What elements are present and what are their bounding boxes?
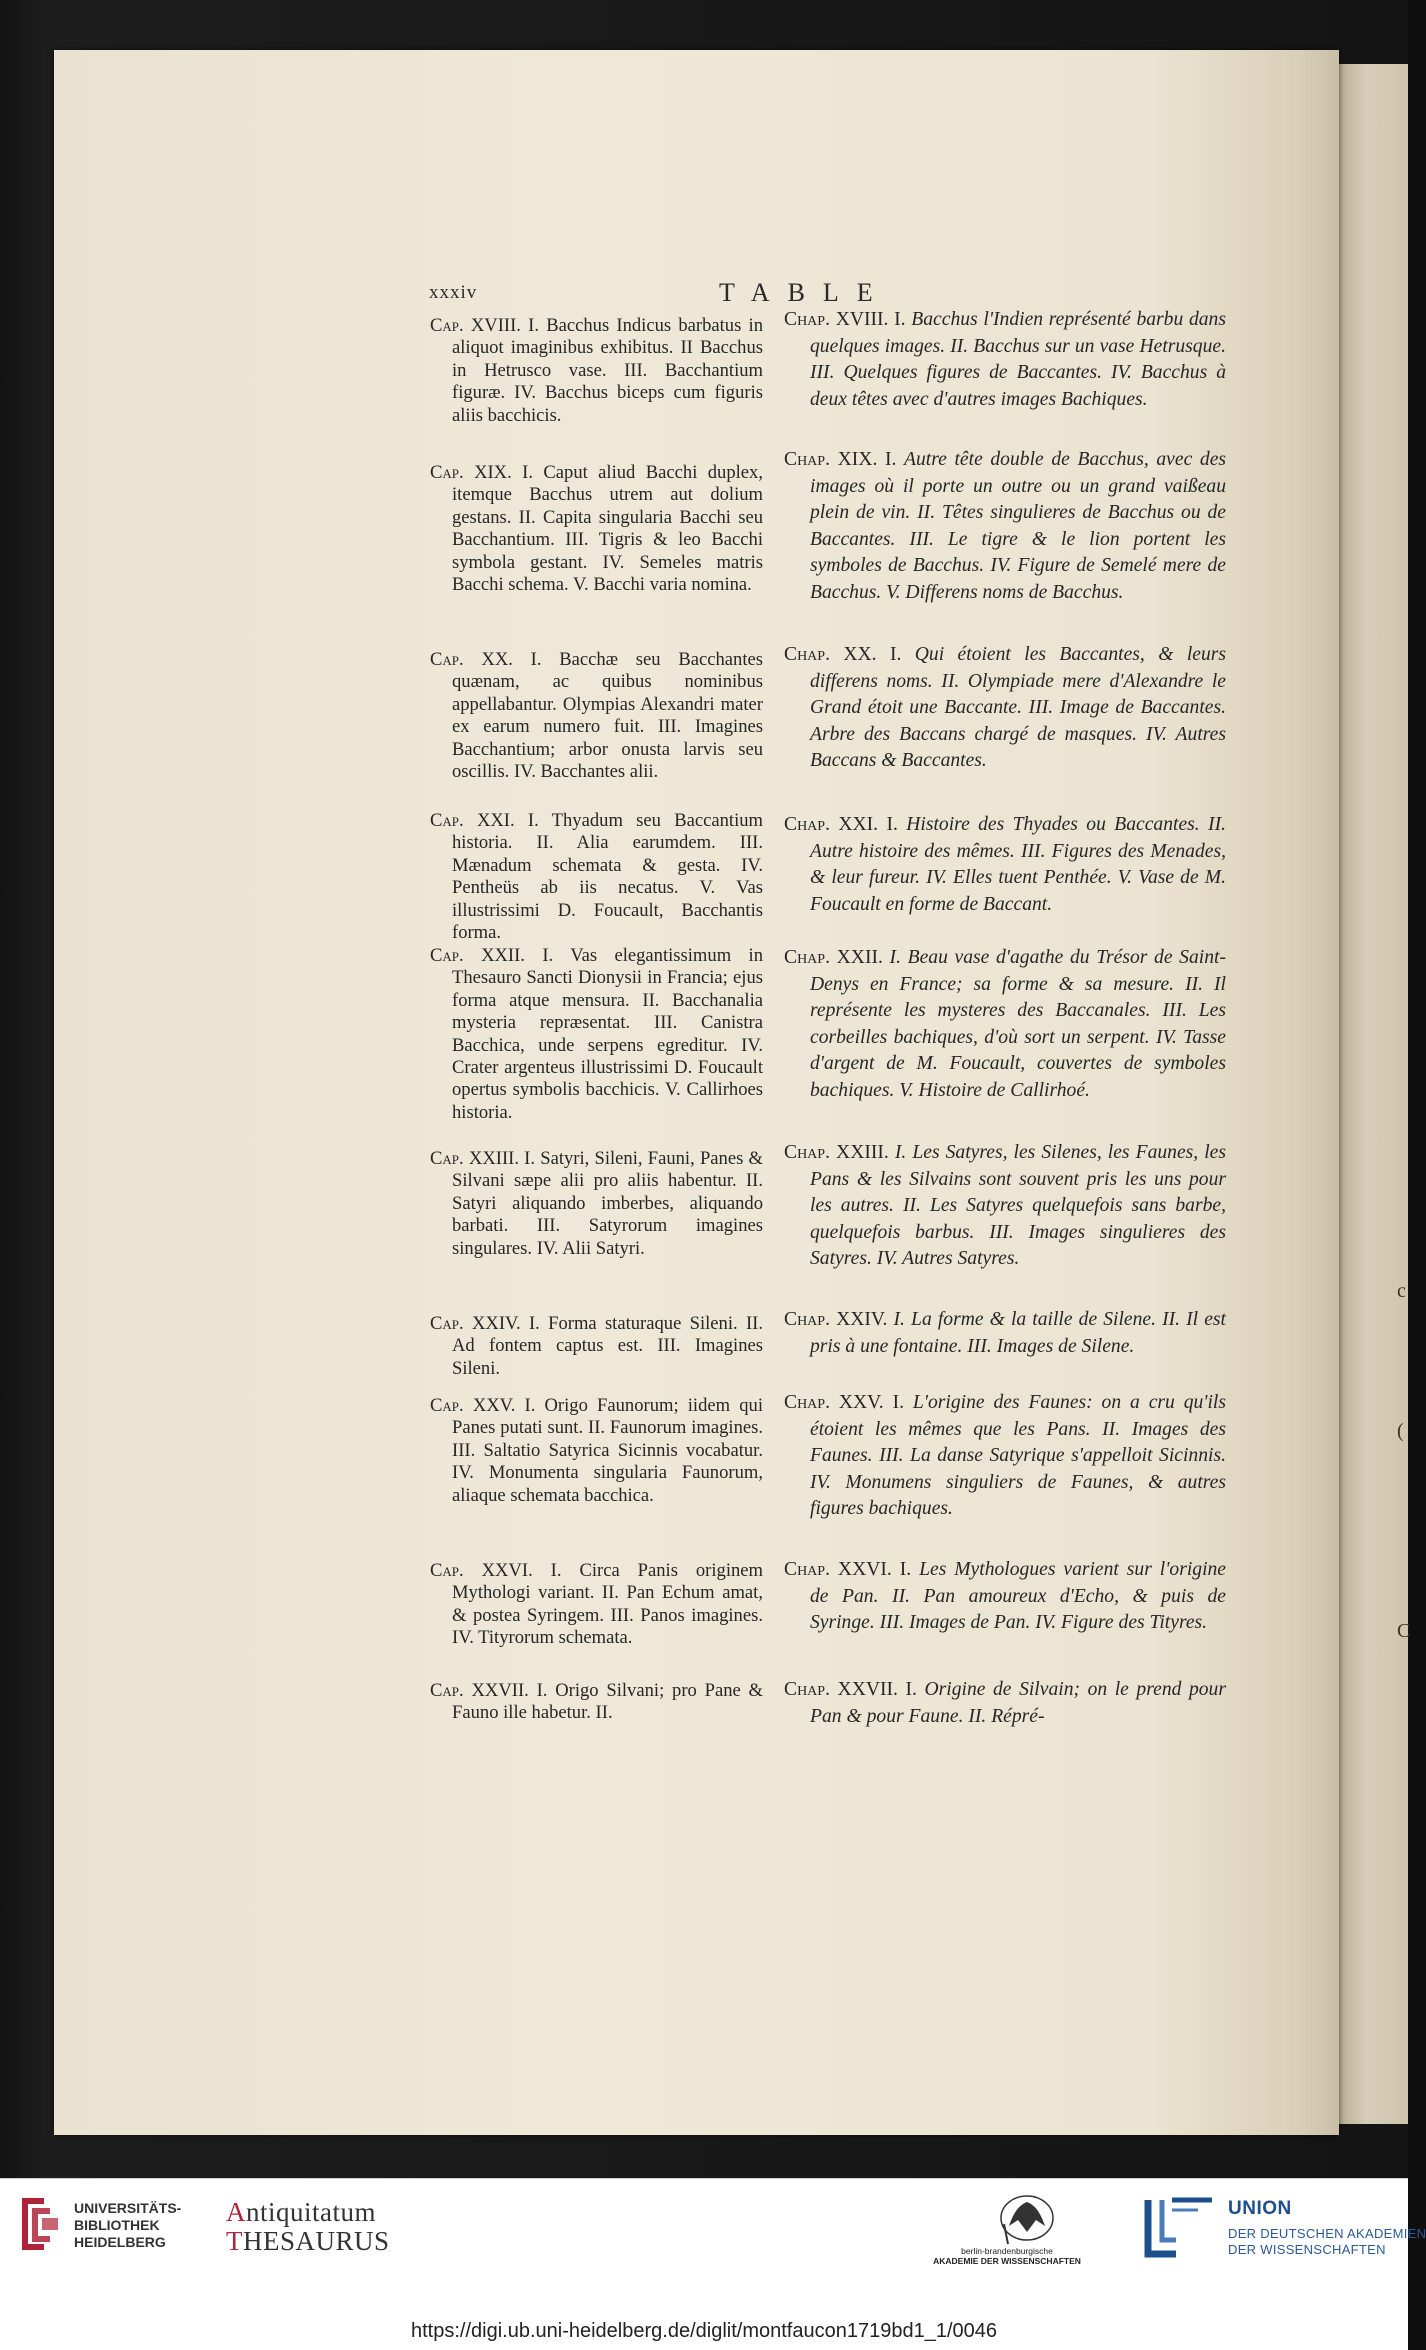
entry-text: XXIV. I. Forma staturaque Sileni. II. Ad fontem captus est. III. Imagines Sileni. <box>452 1313 763 1379</box>
footer-divider <box>0 2178 1408 2179</box>
latin-entry <box>430 1148 763 1260</box>
entry-number: XXV. I. <box>838 1392 904 1413</box>
entry-text: XXVI. I. Circa Panis originem Mythologi variant. II. Pan Echum amat, & postea Syringem. III. Panos imagines. IV. Tityrorum schemata. <box>452 1560 763 1649</box>
latin-entry <box>430 315 763 427</box>
entry-text: XXV. I. Origo Faunorum; iidem qui Panes putati sunt. II. Faunorum imagines. III. Saltatio Satyrica Sicinnis vocabatur. IV. Monumenta singularia Faunorum, aliaque schemata bacchica. <box>452 1395 764 1506</box>
entry-head: Cap. <box>430 1148 464 1169</box>
entry-number: XVIII. I. <box>835 309 906 330</box>
french-entry <box>784 945 1226 1105</box>
entry-head: Chap. <box>784 309 830 330</box>
facing-page-edge <box>1339 64 1411 2124</box>
ub-logo-text <box>74 2200 181 2251</box>
french-entry <box>784 1140 1226 1273</box>
entry-head: Cap. <box>430 810 464 831</box>
entry-head: Chap. <box>784 1559 830 1580</box>
entry-number: XXII. <box>836 947 883 968</box>
entry-head: Cap. <box>430 1680 464 1701</box>
entry-head: Cap. <box>430 945 464 966</box>
entry-head: Cap. <box>430 1313 464 1334</box>
french-entry <box>784 447 1226 607</box>
latin-entry <box>430 1313 763 1380</box>
union-subtitle <box>1228 2226 1426 2258</box>
entry-text: XX. I. Bacchæ seu Bacchantes quænam, ac quibus nominibus appellabantur. Olympias Alexandri mater ex earum numero fuit. III. Imagines Bacchantium; arbor onusta larvis seu oscillis. IV. Bacchantes alii. <box>452 649 763 783</box>
entry-number: XXI. I. <box>838 814 898 835</box>
entry-head: Cap. <box>430 649 464 670</box>
project-line-1: Antiquitatum <box>226 2197 376 2227</box>
french-entry <box>784 1307 1226 1360</box>
union-link[interactable] <box>1136 2196 1426 2266</box>
bbaw-text <box>912 2246 1102 2266</box>
entry-head: Cap. <box>430 462 464 483</box>
page-header <box>429 278 1229 308</box>
french-entry <box>784 812 1226 918</box>
latin-entry <box>430 1395 763 1507</box>
french-entry <box>784 1390 1226 1523</box>
entry-text: XIX. I. Caput aliud Bacchi duplex, itemque Bacchus utrem aut dolium gestans. II. Capita singularia Bacchi seu Bacchantium. III. Tigris & leo Bacchi symbola gestant. IV. Semeles matris Bacchi schema. V. Bacchi varia nomina. <box>452 462 763 596</box>
union-bracket-logo-icon <box>1136 2196 1216 2258</box>
union-line-2: DER WISSENSCHAFTEN <box>1228 2242 1386 2257</box>
entry-head: Cap. <box>430 1395 464 1416</box>
latin-entry <box>430 945 763 1124</box>
french-entry <box>784 642 1226 775</box>
ub-heidelberg-logo-icon <box>14 2196 64 2252</box>
project-line-1-rest: ntiquitatum <box>246 2197 376 2227</box>
entry-head: Cap. <box>430 1560 464 1581</box>
entry-text: Bacchus l'Indien représenté barbu dans quelques images. II. Bacchus sur un vase Hetrusque. III. Quelques figures de Baccantes. IV. Bacchus à deux têtes avec d'autres images Bachiques. <box>810 309 1226 410</box>
page-url[interactable]: https://digi.ub.uni-heidelberg.de/diglit/montfaucon1719bd1_1/0046 <box>411 2320 997 2342</box>
ub-logo-line: BIBLIOTHEK <box>74 2217 160 2233</box>
bbaw-link[interactable] <box>912 2196 1102 2278</box>
entry-number: XXIII. <box>836 1142 889 1163</box>
entry-head: Chap. <box>784 814 830 835</box>
entry-text: XXIII. I. Satyri, Sileni, Fauni, Panes & Silvani sæpe alii pro aliis habentur. II. Satyri aliquando imberbes, aliquando barbati. III. Satyrorum imagines singulares. IV. Alii Satyri. <box>452 1148 763 1259</box>
entry-text: Qui étoient les Baccantes, & leurs differens noms. II. Olympiade mere d'Alexandre le Grand étoit une Baccante. III. Image de Baccantes. Arbre des Baccans chargé de masques. IV. Autres Baccans & Baccantes. <box>810 644 1227 772</box>
entry-text: I. Les Satyres, les Silenes, les Faunes, les Pans & les Silvains sont souvent pris les uns pour les autres. II. Les Satyres quelquefois sans barbe, quelquefois barbus. III. Images singulieres des Satyres. IV. Autres Satyres. <box>810 1142 1227 1270</box>
bbaw-eagle-logo-icon <box>912 2196 1102 2246</box>
entry-head: Chap. <box>784 1142 830 1163</box>
entry-number: XXIV. <box>836 1309 888 1330</box>
viewer-footer <box>0 2178 1426 2350</box>
french-entry <box>784 1677 1226 1730</box>
french-entry <box>784 307 1226 413</box>
entry-head: Chap. <box>784 1309 830 1330</box>
entry-text: Autre tête double de Bacchus, avec des images où il porte un outre ou un grand vaißeau plein de vin. II. Têtes singulieres de Bacchus ou de Baccantes. III. Le tigre & le lion portent les symboles de Bacchus. IV. Figure de Semelé mere de Bacchus. V. Differens noms de Bacchus. <box>810 449 1227 603</box>
union-title: UNION <box>1228 2198 1292 2219</box>
entry-number: XXVI. I. <box>837 1559 912 1580</box>
entry-text: XXVII. I. Origo Silvani; pro Pane & Fauno ille habetur. II. <box>452 1680 763 1724</box>
entry-text: Origine de Silvain; on le prend pour Pan & pour Faune. II. Répré- <box>810 1679 1226 1727</box>
ub-logo-line: UNIVERSITÄTS- <box>74 2200 182 2216</box>
ub-logo-line: HEIDELBERG <box>74 2234 166 2250</box>
entry-text: XVIII. I. Bacchus Indicus barbatus in aliquot imaginibus exhibitus. II Bacchus in Hetrusco vase. III. Bacchantium figuræ. IV. Bacchus biceps cum figuris aliis bacchicis. <box>452 315 763 426</box>
entry-head: Chap. <box>784 449 830 470</box>
entry-text: Histoire des Thyades ou Baccantes. II. Autre histoire des mêmes. III. Figures des Menades, & leur fureur. IV. Elles tuent Penthée. V. Vase de M. Foucault en forme de Baccant. <box>810 814 1227 915</box>
bbaw-line-2: AKADEMIE DER WISSENSCHAFTEN <box>933 2256 1081 2266</box>
facing-page-marks: c ( C <box>1397 1280 1411 1642</box>
page-title: TABLE <box>719 278 891 307</box>
bbaw-line-1: berlin-brandenburgische <box>961 2246 1053 2256</box>
entry-number: XIX. I. <box>837 449 897 470</box>
entry-text: I. Beau vase d'agathe du Trésor de Saint-Denys en France; sa forme & sa mesure. II. Il représente les mysteres des Baccanales. III. Les corbeilles bachiques, d'où sort un serpent. IV. Tasse d'argent de M. Foucault, couvertes de symboles bachiques. V. Histoire de Callirhoé. <box>810 947 1226 1101</box>
entry-text: Les Mythologues varient sur l'origine de Pan. II. Pan amoureux d'Echo, & puis de Syringe. III. Images de Pan. IV. Figure des Tityres. <box>810 1559 1227 1634</box>
latin-entry <box>430 1680 763 1725</box>
union-line-1: DER DEUTSCHEN AKADEMIEN <box>1228 2226 1426 2241</box>
entry-head: Cap. <box>430 315 464 336</box>
entry-text: XXII. I. Vas elegantissimum in Thesauro Sancti Dionysii in Francia; ejus forma atque mensura. II. Bacchanalia mysteria repræsentat. III. Canistra Bacchica, unde serpens egreditur. IV. Crater argenteus illustrissimi D. Foucault opertus symbolis bacchicis. V. Callirhoes historia. <box>452 945 764 1123</box>
entry-number: XX. I. <box>843 644 902 665</box>
entry-text: I. La forme & la taille de Silene. II. Il est pris à une fontaine. III. Images de Silene. <box>810 1309 1226 1357</box>
entry-number: XXVII. I. <box>837 1679 917 1700</box>
latin-entry <box>430 649 763 783</box>
latin-entry <box>430 810 763 944</box>
entry-text: L'origine des Faunes: on a cru qu'ils étoient les mêmes que les Pans. II. Images des Faunes. III. La danse Satyrique s'appelloit Sicinnis. IV. Monumens singuliers de Faunes, & autres figures bachiques. <box>810 1392 1226 1520</box>
entry-head: Chap. <box>784 644 830 665</box>
project-line-2-rest: HESAURUS <box>243 2226 390 2256</box>
french-entry <box>784 1557 1226 1637</box>
project-line-2: THESAURUS <box>226 2226 390 2256</box>
page-number: xxxiv <box>429 282 478 303</box>
entry-head: Chap. <box>784 1679 830 1700</box>
entry-head: Chap. <box>784 947 830 968</box>
latin-entry <box>430 1560 763 1650</box>
entry-text: XXI. I. Thyadum seu Baccantium historia. II. Alia earumdem. III. Mænadum schemata & gesta. IV. Pentheüs ab iis necatus. V. Vas illustrissimi D. Foucault, Bacchantis forma. <box>452 810 763 944</box>
project-logo-link[interactable] <box>226 2198 390 2256</box>
latin-entry <box>430 462 763 596</box>
entry-head: Chap. <box>784 1392 830 1413</box>
ub-heidelberg-link[interactable] <box>14 2196 214 2256</box>
